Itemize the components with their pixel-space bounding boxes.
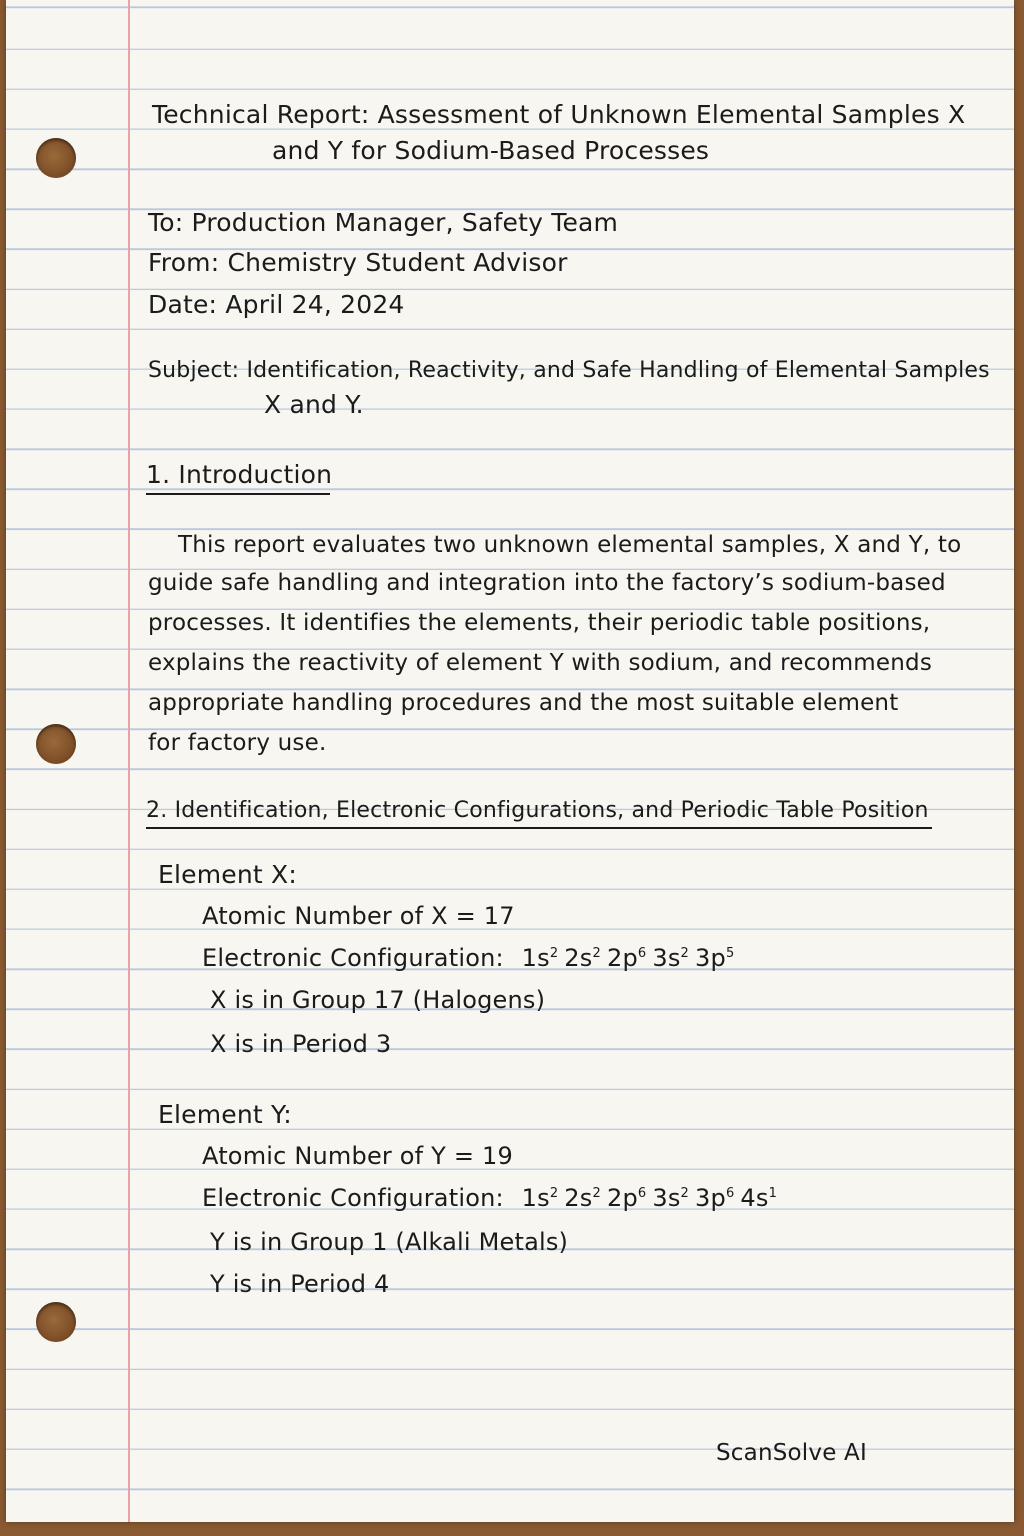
memo-from: From: Chemistry Student Advisor	[148, 248, 568, 277]
orbital: 3p	[695, 944, 726, 972]
element-y-configuration	[202, 1184, 777, 1212]
orbital: 2p	[606, 1184, 638, 1212]
electron-count: 2	[549, 946, 559, 961]
orbital: 2p	[606, 944, 638, 972]
binder-hole	[36, 1302, 76, 1342]
electron-count: 2	[592, 1186, 601, 1201]
orbital: 2s	[564, 944, 593, 972]
intro-line: guide safe handling and integration into the factory’s sodium-based	[148, 570, 946, 596]
orbital-term	[564, 944, 601, 972]
orbital: 3s	[652, 1184, 681, 1212]
electron-count: 2	[680, 1186, 690, 1201]
config-label: Electronic Configuration:	[202, 1184, 504, 1212]
electron-count: 1	[768, 1186, 778, 1201]
orbital-term	[695, 944, 734, 972]
electron-count: 6	[637, 1186, 647, 1201]
intro-line: explains the reactivity of element Y with sodium, and recommends	[148, 650, 933, 676]
element-y-period: Y is in Period 4	[210, 1270, 390, 1298]
intro-line: for factory use.	[148, 730, 327, 756]
notebook-page	[6, 0, 1014, 1522]
element-x-period: X is in Period 3	[210, 1030, 392, 1058]
element-x-atomic-number: Atomic Number of X = 17	[202, 902, 515, 930]
element-y-group: Y is in Group 1 (Alkali Metals)	[210, 1228, 569, 1256]
orbital: 2s	[564, 1184, 593, 1212]
config-orbitals	[512, 944, 735, 972]
config-orbitals	[512, 1184, 777, 1212]
element-x-label: Element X:	[158, 860, 297, 889]
orbital: 3p	[695, 1184, 726, 1212]
orbital-term	[564, 1184, 601, 1212]
binder-hole	[36, 138, 76, 178]
intro-line: appropriate handling procedures and the most suitable element	[148, 690, 899, 716]
electron-count: 2	[592, 946, 601, 961]
orbital: 1s	[521, 1184, 550, 1212]
orbital-term	[522, 1184, 559, 1212]
electron-count: 6	[725, 1186, 735, 1201]
orbital: 4s	[740, 1184, 769, 1212]
orbital-term	[522, 944, 559, 972]
element-y-atomic-number: Atomic Number of Y = 19	[202, 1142, 513, 1170]
margin-line	[128, 0, 130, 1522]
electron-count: 6	[637, 946, 647, 961]
binder-hole	[36, 724, 76, 764]
orbital: 3s	[652, 944, 681, 972]
memo-to: To: Production Manager, Safety Team	[148, 208, 619, 237]
orbital-term	[607, 944, 646, 972]
config-label: Electronic Configuration:	[202, 944, 504, 972]
report-title-line-2: and Y for Sodium-Based Processes	[272, 136, 710, 165]
memo-subject-line-1: Subject: Identification, Reactivity, and Safe Handling of Elemental Samples	[148, 358, 990, 383]
orbital-term	[607, 1184, 646, 1212]
orbital-term	[695, 1184, 734, 1212]
orbital-term	[652, 1184, 689, 1212]
element-x-group: X is in Group 17 (Halogens)	[210, 986, 546, 1014]
electron-count: 2	[549, 1186, 559, 1201]
report-title-line-1: Technical Report: Assessment of Unknown Elemental Samples X	[152, 100, 966, 129]
intro-line: This report evaluates two unknown elemental samples, X and Y, to	[178, 532, 962, 558]
element-x-configuration	[202, 944, 734, 972]
electron-count: 2	[680, 946, 690, 961]
orbital: 1s	[521, 944, 550, 972]
memo-date: Date: April 24, 2024	[148, 290, 405, 319]
section-1-heading: 1. Introduction	[146, 460, 330, 495]
element-y-label: Element Y:	[158, 1100, 292, 1129]
intro-line: processes. It identifies the elements, their periodic table positions,	[148, 610, 931, 636]
orbital-term	[740, 1184, 777, 1212]
orbital-term	[652, 944, 689, 972]
section-2-heading: 2. Identification, Electronic Configurations, and Periodic Table Position	[146, 798, 932, 829]
electron-count: 5	[725, 946, 735, 961]
brand-watermark: ScanSolve AI	[716, 1440, 867, 1466]
memo-subject-line-2: X and Y.	[264, 390, 364, 419]
